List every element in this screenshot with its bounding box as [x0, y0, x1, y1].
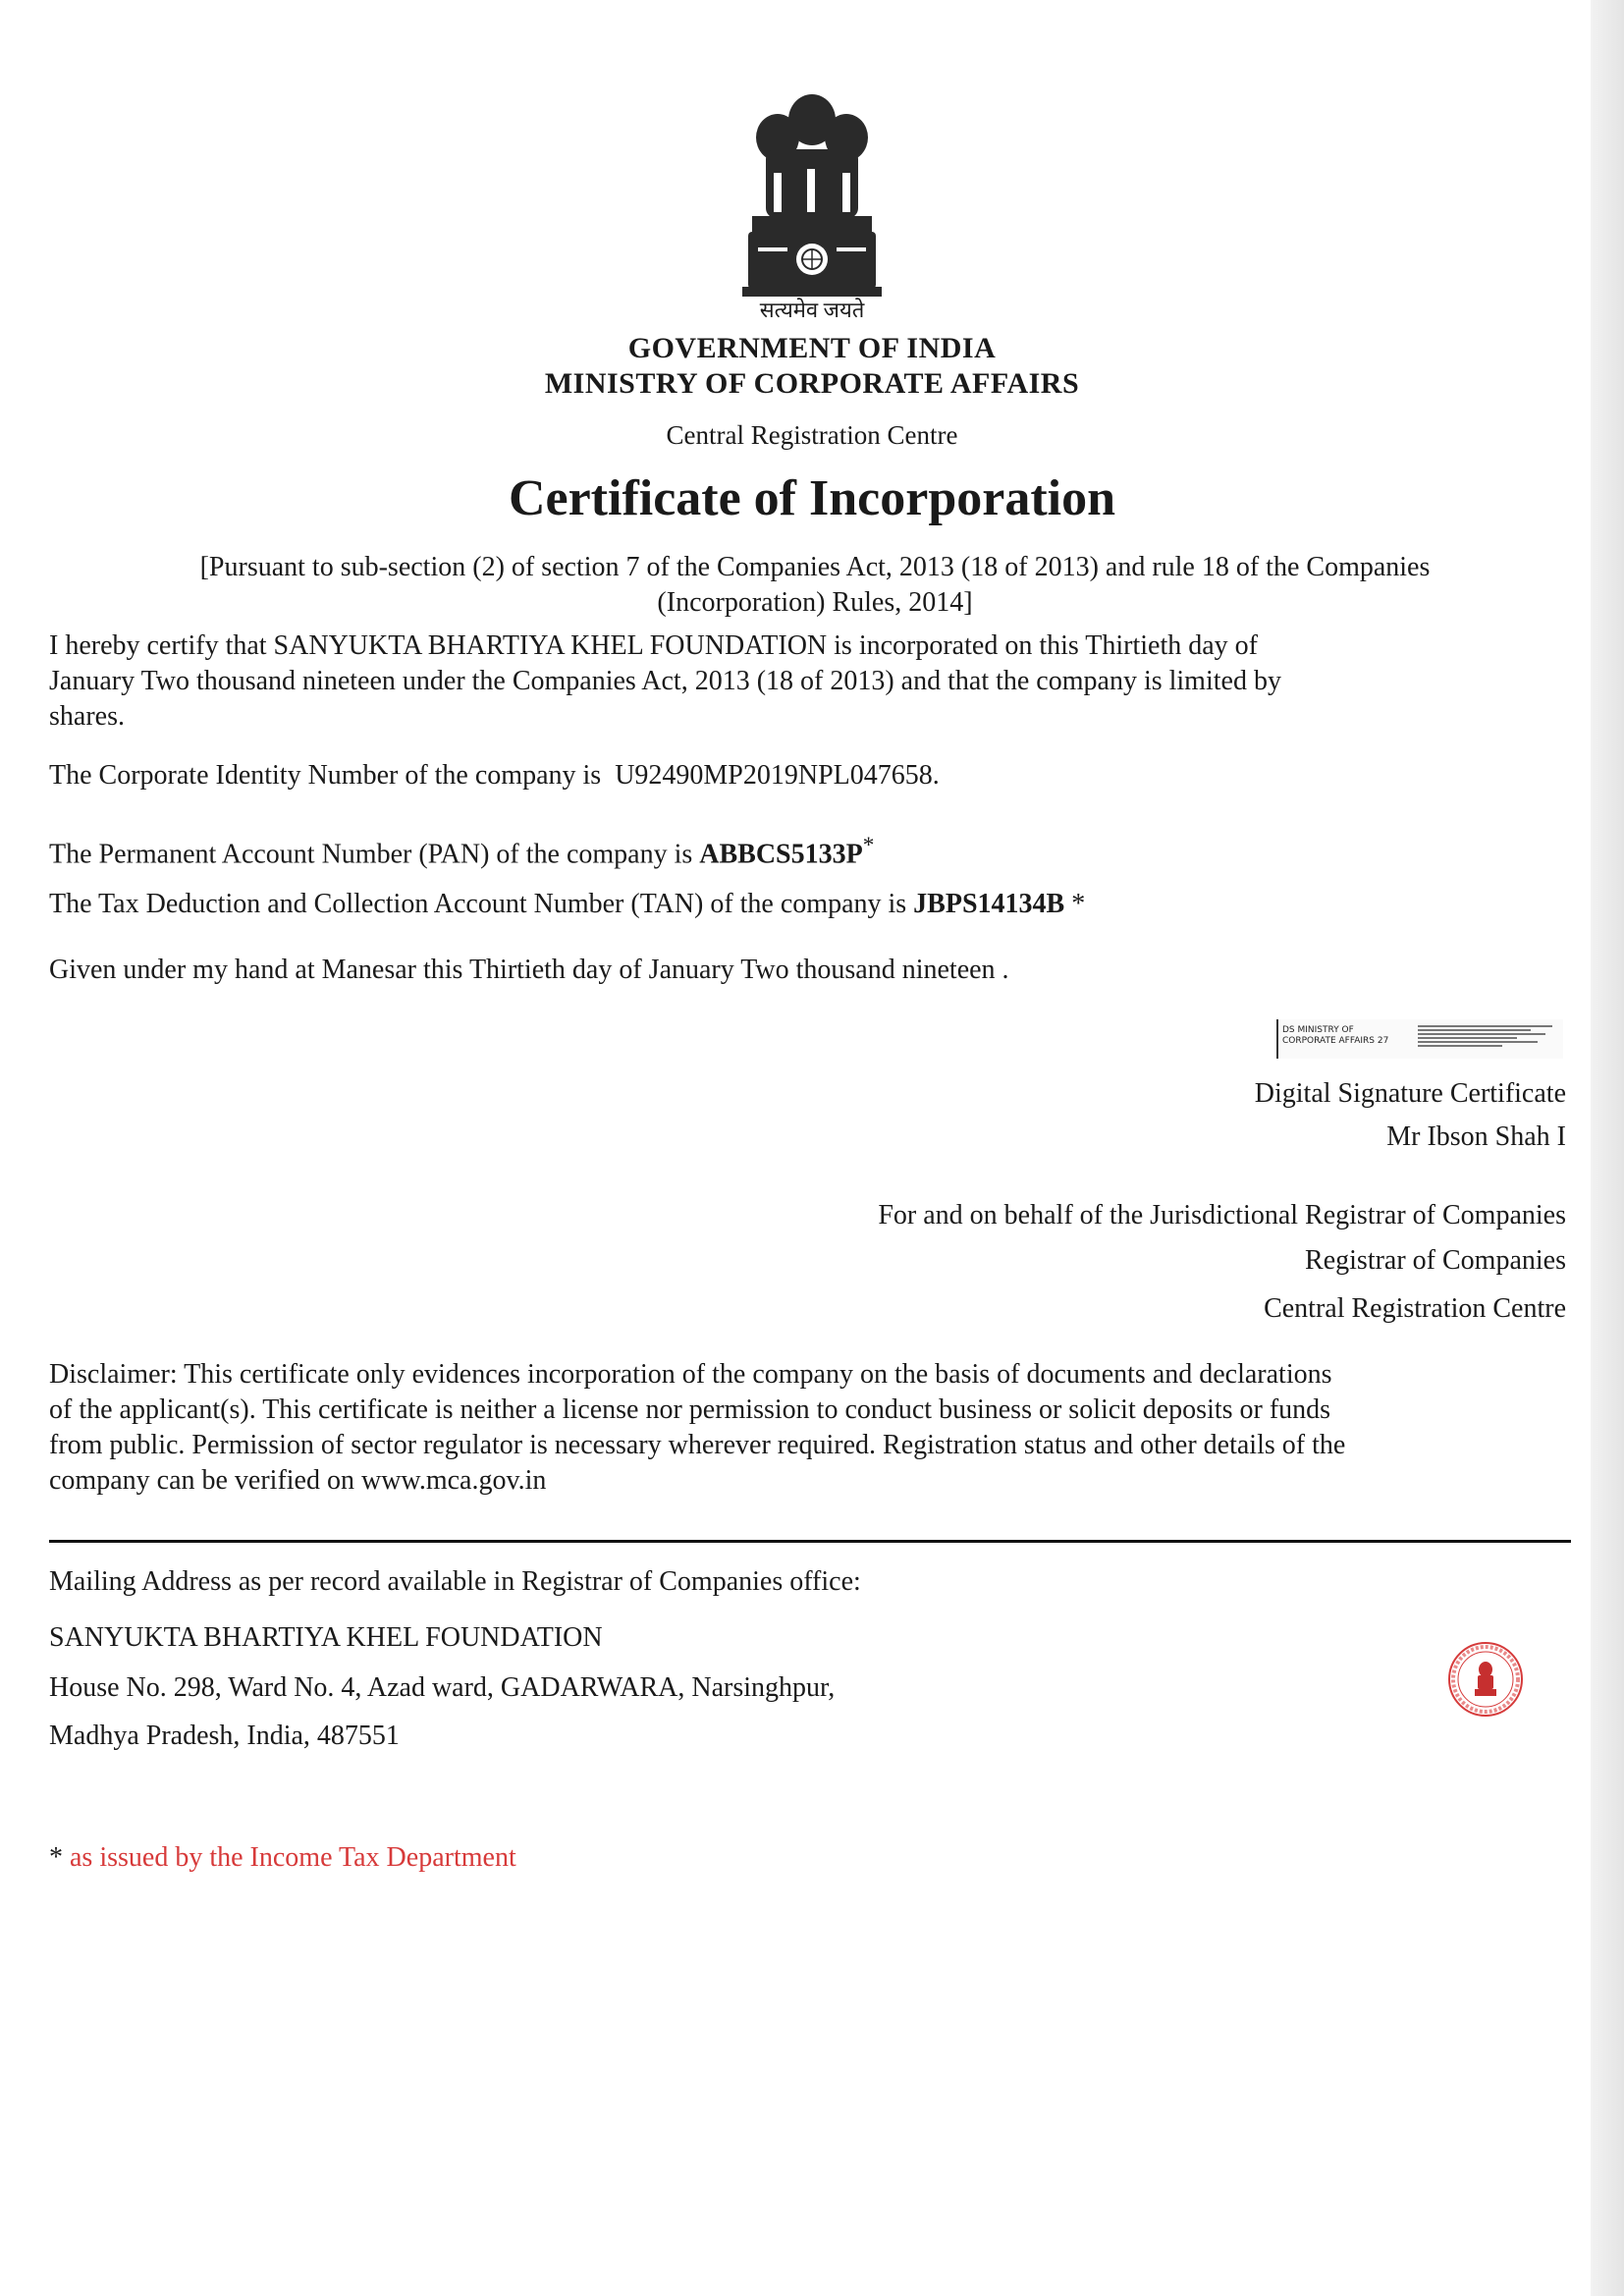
- certification-paragraph: [49, 629, 1571, 735]
- registration-centre-line: Central Registration Centre: [1264, 1293, 1566, 1324]
- digital-signature-stamp: [1276, 1019, 1563, 1059]
- stamp-line: CORPORATE AFFAIRS 27: [1282, 1036, 1389, 1046]
- certification-line: shares.: [49, 701, 125, 732]
- footnote-text: as issued by the Income Tax Department: [70, 1842, 516, 1873]
- pan-label: The Permanent Account Number (PAN) of the company is: [49, 839, 693, 870]
- page-title: Certificate of Incorporation: [508, 470, 1116, 526]
- section-divider: [49, 1540, 1571, 1543]
- registrar-line: Registrar of Companies: [1305, 1245, 1566, 1276]
- pursuant-clause: [88, 550, 1542, 621]
- disclaimer-line: of the applicant(s). This certificate is neither a license nor permission to conduct business or solicit deposits or funds: [49, 1394, 1331, 1425]
- given-statement: Given under my hand at Manesar this Thirtieth day of January Two thousand nineteen .: [49, 955, 1009, 985]
- mailing-address-line: House No. 298, Ward No. 4, Azad ward, GADARWARA, Narsinghpur,: [49, 1672, 836, 1703]
- disclaimer-line: company can be verified on www.mca.gov.in: [49, 1465, 547, 1496]
- government-heading: GOVERNMENT OF INDIA: [627, 332, 997, 364]
- stamp-fine-print: [1418, 1023, 1559, 1055]
- tan-label: The Tax Deduction and Collection Account Number (TAN) of the company is: [49, 889, 907, 919]
- mailing-company-name: SANYUKTA BHARTIYA KHEL FOUNDATION: [49, 1622, 603, 1653]
- state-emblem-icon: [738, 90, 886, 301]
- stamp-text: [1282, 1025, 1415, 1047]
- tan-asterisk: *: [1071, 889, 1086, 919]
- dsc-label: Digital Signature Certificate: [1254, 1078, 1566, 1109]
- pursuant-line: (Incorporation) Rules, 2014]: [657, 587, 973, 618]
- ministry-heading: MINISTRY OF CORPORATE AFFAIRS: [544, 367, 1080, 400]
- registrar-seal-icon: [1446, 1640, 1525, 1719]
- registration-centre-heading: Central Registration Centre: [666, 420, 958, 450]
- pursuant-line: [Pursuant to sub-section (2) of section 7 of the Companies Act, 2013 (18 of 2013) and rule 18 of the Companies: [199, 552, 1431, 582]
- pan-value: ABBCS5133P: [699, 839, 863, 870]
- signer-name: Mr Ibson Shah I: [1386, 1121, 1566, 1152]
- cin-label: The Corporate Identity Number of the company is: [49, 760, 602, 791]
- behalf-line: For and on behalf of the Jurisdictional Registrar of Companies: [878, 1200, 1566, 1230]
- emblem-motto: सत्यमेव जयते: [759, 298, 865, 322]
- stamp-line: DS MINISTRY OF: [1282, 1025, 1354, 1035]
- disclaimer: [49, 1357, 1571, 1499]
- pan-statement: [49, 828, 1571, 872]
- disclaimer-line: Disclaimer: This certificate only evidences incorporation of the company on the basis of documents and declarations: [49, 1359, 1332, 1390]
- certification-line: January Two thousand nineteen under the Companies Act, 2013 (18 of 2013) and that the company is limited by: [49, 666, 1281, 696]
- tan-statement: [49, 887, 1571, 922]
- footnote: [49, 1842, 516, 1874]
- tan-value: JBPS14134B: [913, 889, 1065, 919]
- pan-asterisk: *: [862, 833, 875, 858]
- cin-statement: [49, 758, 1571, 793]
- mailing-address-line: Madhya Pradesh, India, 487551: [49, 1721, 400, 1751]
- disclaimer-line: from public. Permission of sector regulator is necessary wherever required. Registration status and other details of the: [49, 1430, 1346, 1460]
- certification-line: I hereby certify that SANYUKTA BHARTIYA KHEL FOUNDATION is incorporated on this Thirtieth day of: [49, 630, 1258, 661]
- cin-value: U92490MP2019NPL047658.: [615, 760, 940, 791]
- footnote-asterisk: *: [49, 1842, 63, 1873]
- mailing-heading: Mailing Address as per record available in Registrar of Companies office:: [49, 1566, 861, 1597]
